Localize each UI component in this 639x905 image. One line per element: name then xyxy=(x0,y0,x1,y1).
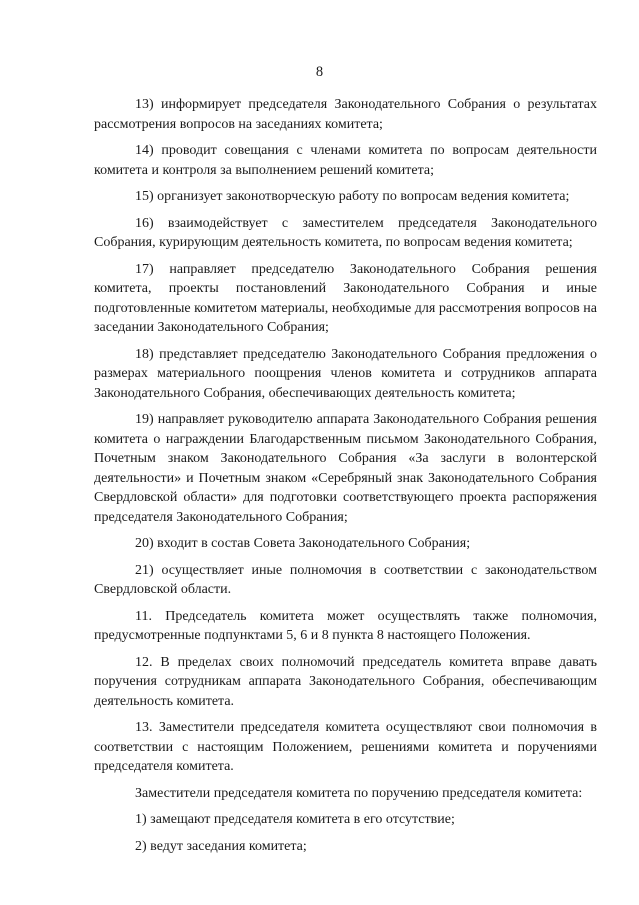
document-body xyxy=(94,95,597,863)
deputies-intro: Заместители председателя комитета по поручению председателя комитета: xyxy=(135,785,583,801)
page-number: 8 xyxy=(315,64,324,80)
clause-11-chairman-powers: 11. Председатель комитета может осуществлять также полномочия, предусмотренные подпунктами 5, 6 и 8 пункта 8 настоящего Положения. xyxy=(94,608,597,643)
deputies-item-2: 2) ведут заседания комитета; xyxy=(135,838,307,854)
paragraph-17-sends-decisions: 17) направляет председателю Законодательного Собрания решения комитета, проекты постановлений Законодательного Собрания и иные подготовленные комитетом материалы, необходимые для рассмотрения вопросов на заседании Законодательного Собрания; xyxy=(94,261,597,335)
clause-12-chairman-instructions: 12. В пределах своих полномочий председатель комитета вправе давать поручения сотрудникам аппарата Законодательного Собрания, обеспечивающим деятельность комитета. xyxy=(94,654,597,709)
paragraph-14-holds-meetings: 14) проводит совещания с членами комитета по вопросам деятельности комитета и контроля за выполнением решений комитета; xyxy=(94,143,597,178)
deputies-item-1: 1) замещают председателя комитета в его отсутствие; xyxy=(135,812,455,827)
paragraph-16-interacts-deputy: 16) взаимодействует с заместителем председателя Законодательного Собрания, курирующим деятельность комитета, по вопросам ведения комитета; xyxy=(94,215,597,250)
paragraph-21-other-powers: 21) осуществляет иные полномочия в соответствии с законодательством Свердловской области. xyxy=(94,562,597,597)
paragraph-18-submits-proposals: 18) представляет председателю Законодательного Собрания предложения о размерах материального поощрения членов комитета и сотрудников аппарата Законодательного Собрания, обеспечивающих деятельность комитета; xyxy=(94,346,597,401)
paragraph-19-sends-award-decisions: 19) направляет руководителю аппарата Законодательного Собрания решения комитета о награждении Благодарственным письмом Законодательного Собрания, Почетным знаком Законодательного Собрания «За заслуги в волонтерской деятельности» и Почетным знаком «Серебряный знак Законодательного Собрания Свердловской области» для подготовки соответствующего проекта распоряжения председателя Законодательного Собрания; xyxy=(94,412,597,525)
paragraph-15-organizes-lawmaking: 15) организует законотворческую работу по вопросам ведения комитета; xyxy=(135,189,570,204)
clause-13-deputies-powers: 13. Заместители председателя комитета осуществляют свои полномочия в соответствии с настоящим Положением, решениями комитета и поручениями председателя комитета. xyxy=(94,720,597,774)
paragraph-20-council-member: 20) входит в состав Совета Законодательного Собрания; xyxy=(135,536,471,551)
paragraph-13-informs-chairman: 13) информирует председателя Законодательного Собрания о результатах рассмотрения вопросов на заседаниях комитета; xyxy=(94,97,597,132)
